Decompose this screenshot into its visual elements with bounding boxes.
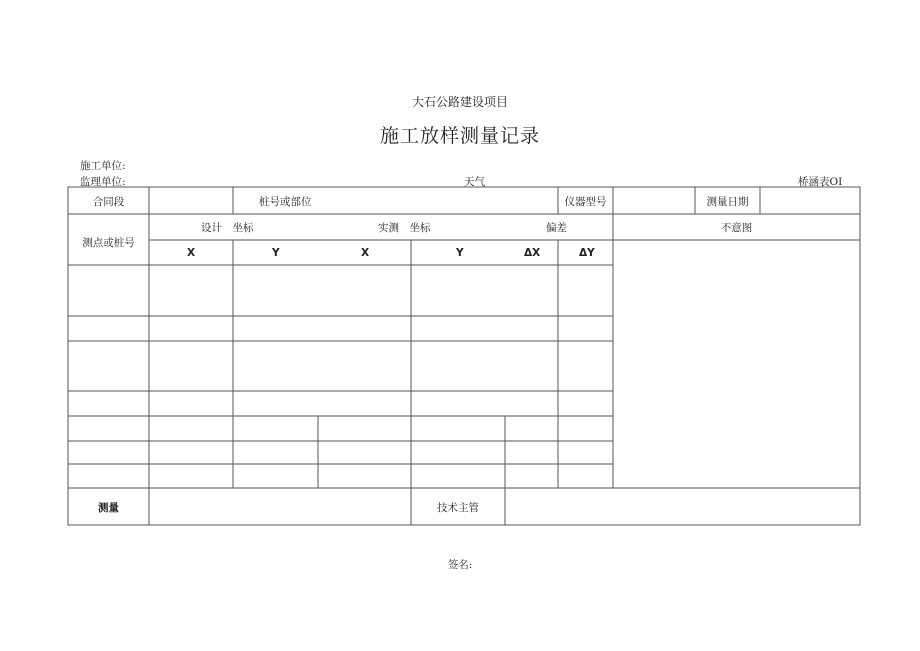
supervision-unit-label: 监理单位: [80,176,126,188]
form-number: 桥涵表OI [798,176,843,188]
form-title: 施工放样测量记录 [379,125,540,147]
surveyor-label: 测量 [98,502,119,514]
col-x-measured: X [361,247,370,259]
weather-label: 天气 [464,176,485,188]
col-dy: ΔY [579,247,595,259]
instrument-model-label: 仪器型号 [564,196,607,208]
survey-date-label: 测量日期 [706,196,749,208]
col-y-design: Y [272,247,280,259]
project-name: 大石公路建设项目 [411,95,508,109]
tech-supervisor-label: 技术主管 [437,502,479,514]
station-location-label: 桩号或部位 [259,196,312,208]
signature-label: 签名: [447,559,473,571]
point-label: 测点或桩号 [82,237,135,249]
construction-unit-label: 施工单位: [80,160,126,172]
col-x-design: X [187,247,196,259]
col-y-measured: Y [456,247,464,259]
measured-coord-label: 实测 坐标 [378,222,431,234]
contract-section-label: 合同段 [92,196,125,208]
col-dx: ΔX [524,247,541,259]
deviation-label: 偏差 [546,222,567,234]
sketch-label: 不意图 [720,222,753,234]
design-coord-label: 设计 坐标 [201,222,254,234]
